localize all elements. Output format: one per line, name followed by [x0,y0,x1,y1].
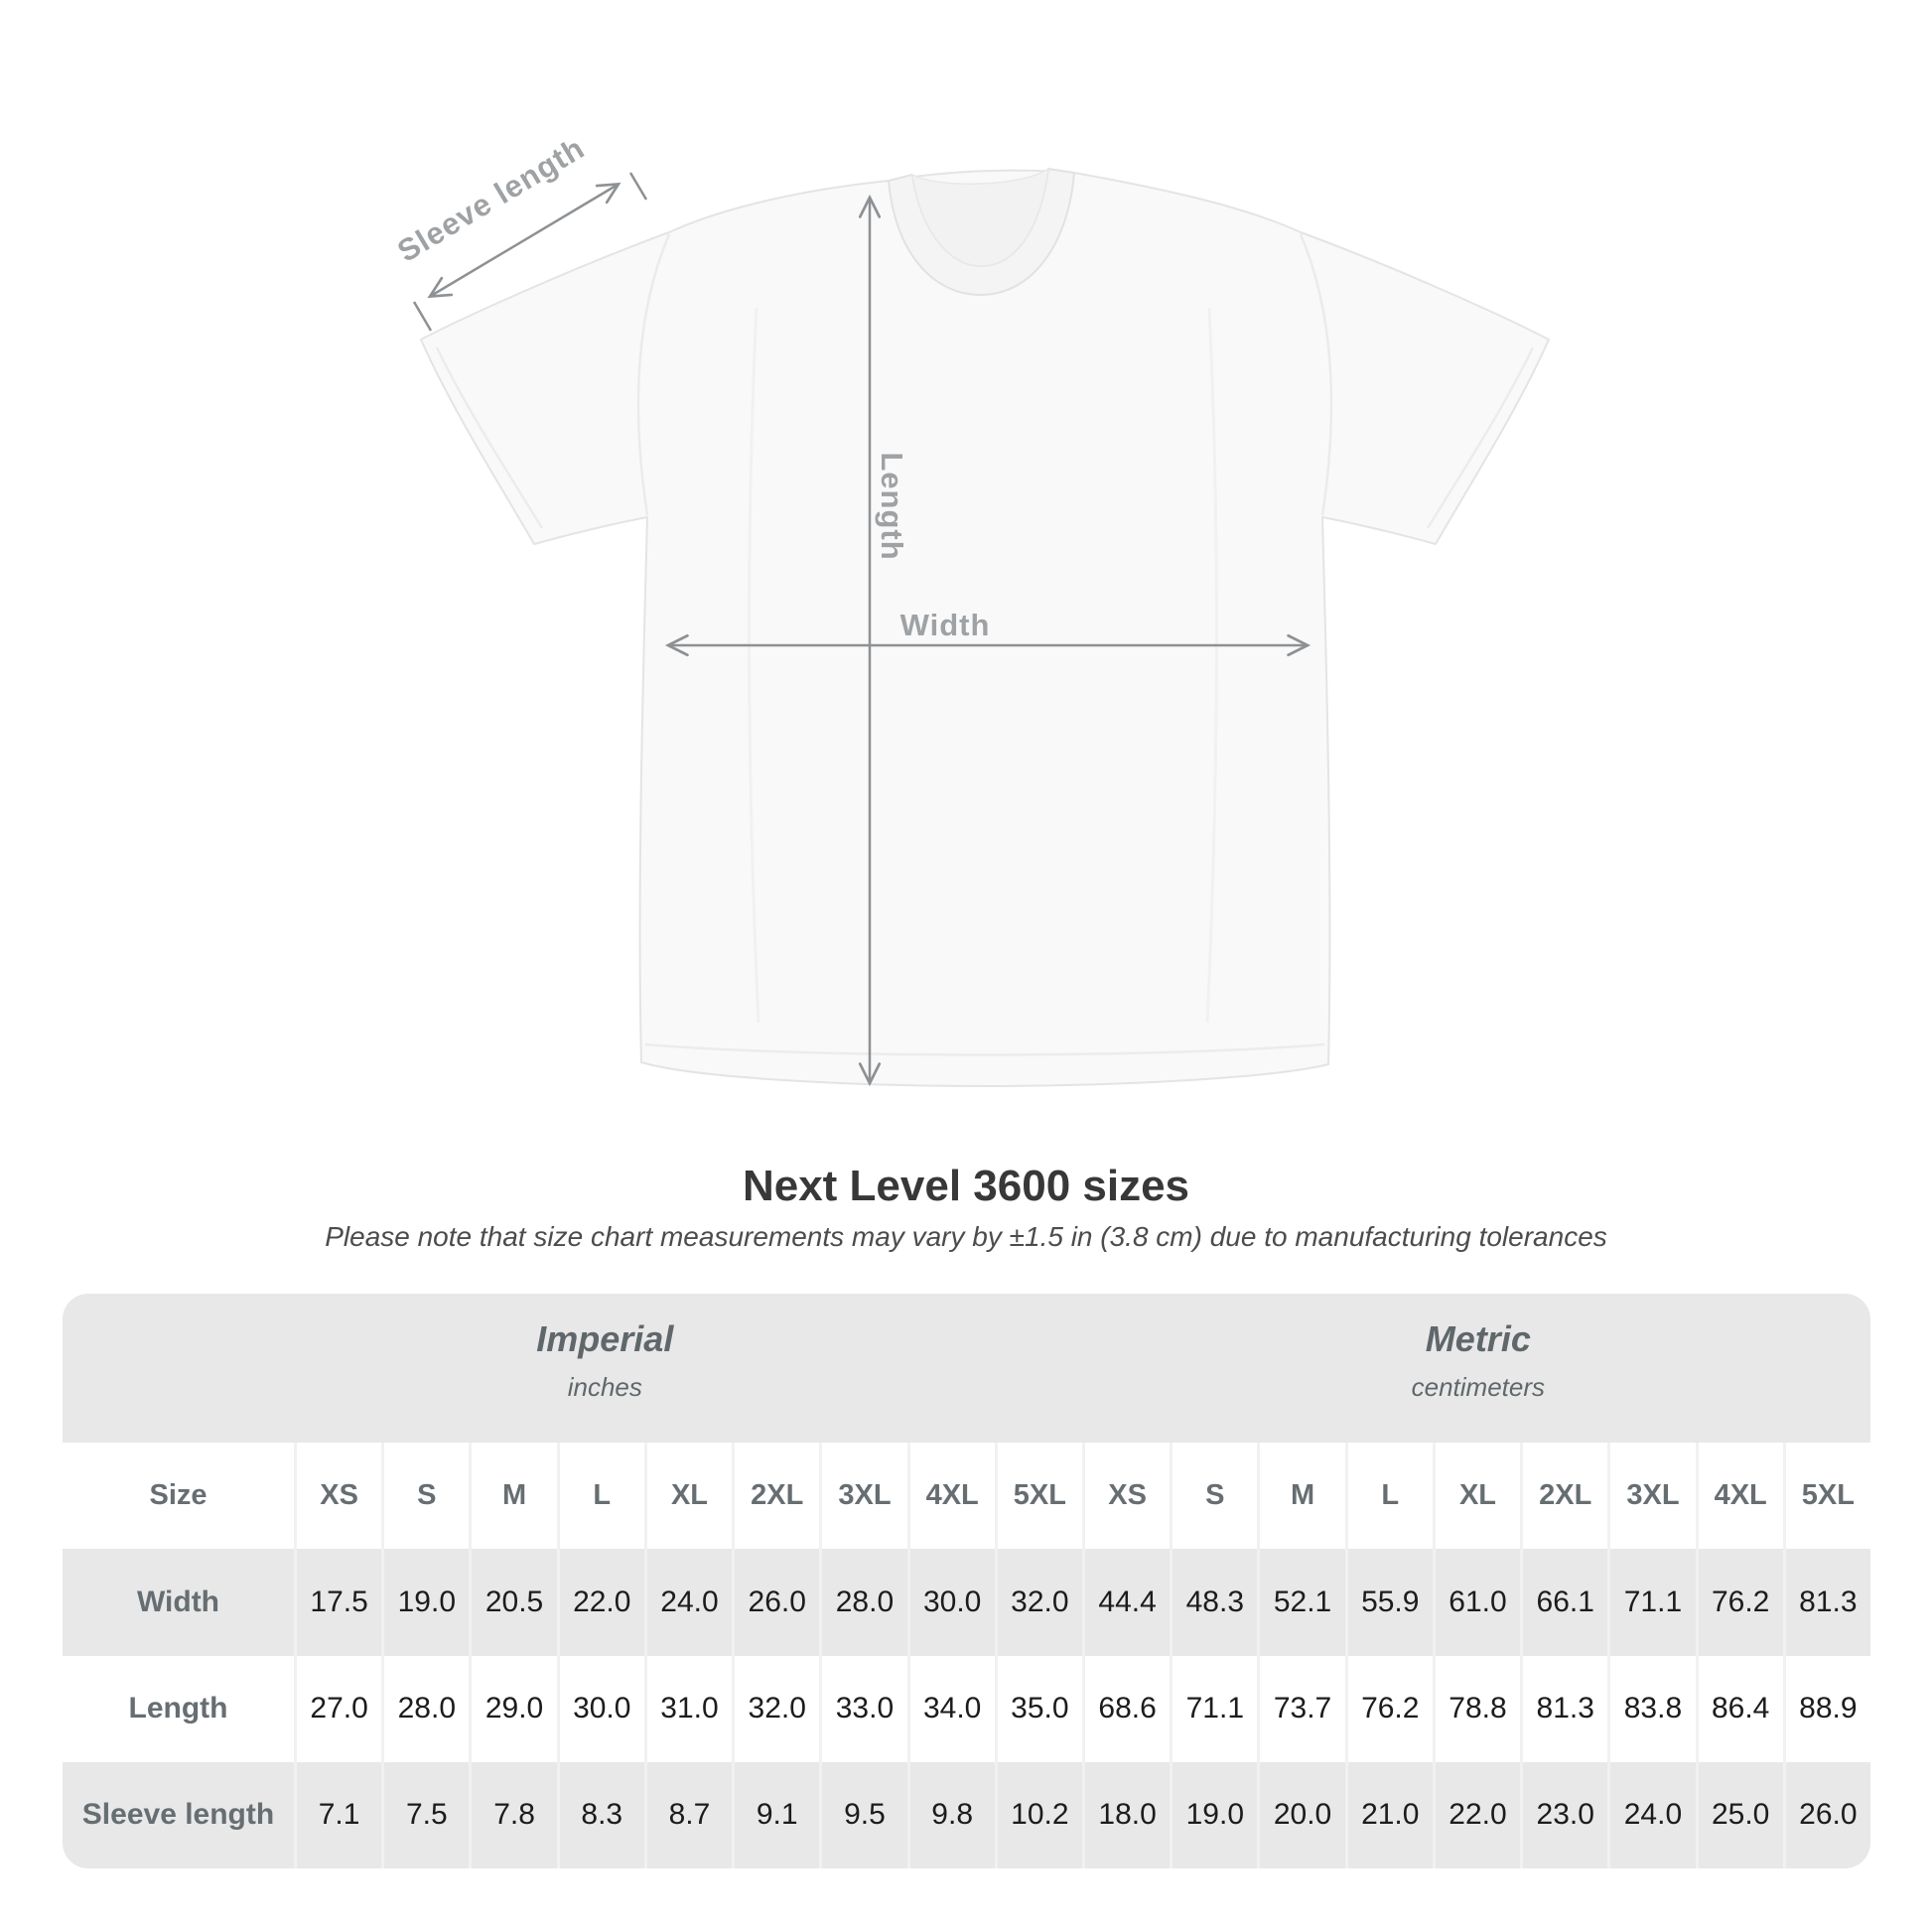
size-value-cell: 73.7 [1260,1656,1344,1762]
size-value-cell: 86.4 [1699,1656,1783,1762]
unit-group-header [63,1294,1870,1443]
size-header-metric: XL [1436,1443,1520,1549]
row-label: Width [63,1549,294,1655]
row-label: Length [63,1656,294,1762]
size-value-cell: 76.2 [1348,1656,1433,1762]
size-header-imperial: 4XL [910,1443,995,1549]
size-value-cell: 23.0 [1523,1762,1607,1868]
size-header-imperial: 2XL [735,1443,819,1549]
size-value-cell: 9.1 [735,1762,819,1868]
width-label: Width [899,608,991,642]
size-table [63,1294,1870,1868]
imperial-label: Imperial [536,1318,674,1359]
sleeve-arrow-start-tick [414,302,431,331]
size-header-imperial: 3XL [822,1443,906,1549]
size-value-cell: 32.0 [998,1549,1082,1655]
imperial-unit: inches [567,1372,642,1402]
size-header-imperial: XS [297,1443,381,1549]
size-value-cell: 17.5 [297,1549,381,1655]
size-value-cell: 81.3 [1786,1549,1870,1655]
size-corner-header: Size [63,1443,294,1549]
size-value-cell: 9.8 [910,1762,995,1868]
size-value-cell: 7.1 [297,1762,381,1868]
size-value-cell: 48.3 [1173,1549,1257,1655]
size-header-metric: XS [1085,1443,1170,1549]
size-value-cell: 26.0 [735,1549,819,1655]
table-row-length [63,1656,1870,1762]
length-label: Length [875,452,909,561]
size-value-cell: 8.3 [560,1762,644,1868]
size-value-cell: 83.8 [1610,1656,1695,1762]
size-value-cell: 22.0 [560,1549,644,1655]
sleeve-length-label: Sleeve length [391,130,591,269]
size-header-metric: 3XL [1610,1443,1695,1549]
size-value-cell: 76.2 [1699,1549,1783,1655]
size-value-cell: 27.0 [297,1656,381,1762]
table-row-width [63,1549,1870,1655]
size-value-cell: 19.0 [384,1549,469,1655]
size-value-cell: 44.4 [1085,1549,1170,1655]
size-header-row [63,1443,1870,1549]
size-header-metric: L [1348,1443,1433,1549]
size-value-cell: 33.0 [822,1656,906,1762]
size-value-cell: 35.0 [998,1656,1082,1762]
size-value-cell: 10.2 [998,1762,1082,1868]
size-value-cell: 26.0 [1786,1762,1870,1868]
table-row-sleeve-length [63,1762,1870,1868]
size-header-metric: M [1260,1443,1344,1549]
size-value-cell: 34.0 [910,1656,995,1762]
size-value-cell: 30.0 [560,1656,644,1762]
size-header-imperial: S [384,1443,469,1549]
imperial-group-header [536,1318,673,1403]
size-value-cell: 28.0 [384,1656,469,1762]
size-header-imperial: XL [647,1443,732,1549]
size-value-cell: 61.0 [1436,1549,1520,1655]
size-value-cell: 18.0 [1085,1762,1170,1868]
size-value-cell: 25.0 [1699,1762,1783,1868]
tolerance-note: Please note that size chart measurements may vary by ±1.5 in (3.8 cm) due to manufacturing tolerances [325,1221,1607,1252]
size-header-imperial: L [560,1443,644,1549]
metric-group-header [1412,1318,1545,1403]
size-value-cell: 29.0 [472,1656,556,1762]
size-header-metric: S [1173,1443,1257,1549]
size-value-cell: 71.1 [1173,1656,1257,1762]
size-value-cell: 20.0 [1260,1762,1344,1868]
metric-label: Metric [1425,1318,1531,1359]
size-header-metric: 2XL [1523,1443,1607,1549]
size-value-cell: 7.8 [472,1762,556,1868]
size-value-cell: 30.0 [910,1549,995,1655]
size-value-cell: 7.5 [384,1762,469,1868]
size-value-cell: 32.0 [735,1656,819,1762]
sleeve-arrow-end-tick [630,173,646,200]
size-value-cell: 55.9 [1348,1549,1433,1655]
row-label: Sleeve length [63,1762,294,1868]
size-value-cell: 71.1 [1610,1549,1695,1655]
size-header-imperial: M [472,1443,556,1549]
size-value-cell: 24.0 [647,1549,732,1655]
size-value-cell: 9.5 [822,1762,906,1868]
size-value-cell: 19.0 [1173,1762,1257,1868]
size-value-cell: 68.6 [1085,1656,1170,1762]
size-header-imperial: 5XL [998,1443,1082,1549]
size-value-cell: 81.3 [1523,1656,1607,1762]
size-value-cell: 88.9 [1786,1656,1870,1762]
size-value-cell: 52.1 [1260,1549,1344,1655]
size-value-cell: 31.0 [647,1656,732,1762]
size-value-cell: 66.1 [1523,1549,1607,1655]
size-value-cell: 21.0 [1348,1762,1433,1868]
size-value-cell: 22.0 [1436,1762,1520,1868]
size-header-metric: 5XL [1786,1443,1870,1549]
page-title: Next Level 3600 sizes [742,1162,1190,1210]
size-value-cell: 28.0 [822,1549,906,1655]
size-value-cell: 20.5 [472,1549,556,1655]
size-value-cell: 78.8 [1436,1656,1520,1762]
size-header-metric: 4XL [1699,1443,1783,1549]
metric-unit: centimeters [1411,1372,1546,1402]
size-value-cell: 24.0 [1610,1762,1695,1868]
size-value-cell: 8.7 [647,1762,732,1868]
